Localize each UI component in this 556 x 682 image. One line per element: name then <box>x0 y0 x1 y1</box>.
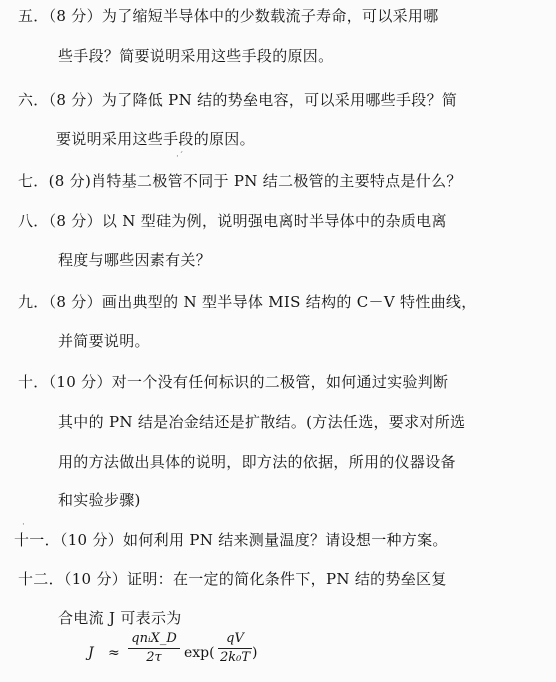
formula-close-paren: ) <box>252 645 258 661</box>
question-10-line-4: 和实验步骤) <box>58 491 141 509</box>
question-8-line-1: 八．（8 分）以 N 型硅为例，说明强电离时半导体中的杂质电离 <box>18 212 447 230</box>
question-10-line-1: 十．（10 分）对一个没有任何标识的二极管，如何通过实验判断 <box>18 373 449 391</box>
question-6-line-2: 要说明采用这些手段的原因。 <box>56 130 255 148</box>
formula-fraction-1-denominator: 2τ <box>146 650 162 665</box>
scan-speck: ·´ <box>176 152 184 162</box>
question-9-line-1: 九．（8 分）画出典型的 N 型半导体 MIS 结构的 C－V 特性曲线， <box>18 293 477 311</box>
formula-fraction-2-numerator: qV <box>226 631 244 646</box>
question-11-line-1: 十一．（10 分）如何利用 PN 结来测量温度？请设想一种方案。 <box>14 531 448 549</box>
question-5-line-1: 五．（8 分）为了缩短半导体中的少数载流子寿命，可以采用哪 <box>18 7 439 25</box>
formula-fraction-1 <box>128 631 180 666</box>
question-6-line-1: 六．（8 分）为了降低 PN 结的势垒电容，可以采用哪些手段？简 <box>18 91 458 109</box>
recombination-current-formula <box>88 631 258 675</box>
question-5-line-2: 些手段？简要说明采用这些手段的原因。 <box>58 47 334 65</box>
formula-fraction-1-bar <box>128 648 180 649</box>
question-10-line-2: 其中的 PN 结是冶金结还是扩散结。(方法任选，要求对所选 <box>58 413 466 431</box>
formula-fraction-2-bar <box>218 648 252 649</box>
formula-fraction-2 <box>218 631 252 666</box>
question-10-line-3: 用的方法做出具体的说明，即方法的依据，所用的仪器设备 <box>58 453 456 471</box>
formula-lhs: J <box>88 645 94 661</box>
question-8-line-2: 程度与哪些因素有关？ <box>58 251 212 269</box>
question-9-line-2: 并简要说明。 <box>58 332 150 350</box>
formula-fraction-2-denominator: 2k₀T <box>219 650 251 665</box>
question-12-line-1: 十二．（10 分）证明：在一定的简化条件下，PN 结的势垒区复 <box>18 570 447 588</box>
question-12-line-2: 合电流 J 可表示为 <box>58 609 182 627</box>
scan-speck: · <box>22 520 25 530</box>
formula-fraction-1-numerator: qnᵢX_D <box>131 631 177 646</box>
formula-approx-sign: ≈ <box>108 645 120 661</box>
question-7-line-1: 七．(8 分)肖特基二极管不同于 PN 结二极管的主要特点是什么？ <box>18 172 462 190</box>
formula-exp: exp( <box>184 645 215 661</box>
